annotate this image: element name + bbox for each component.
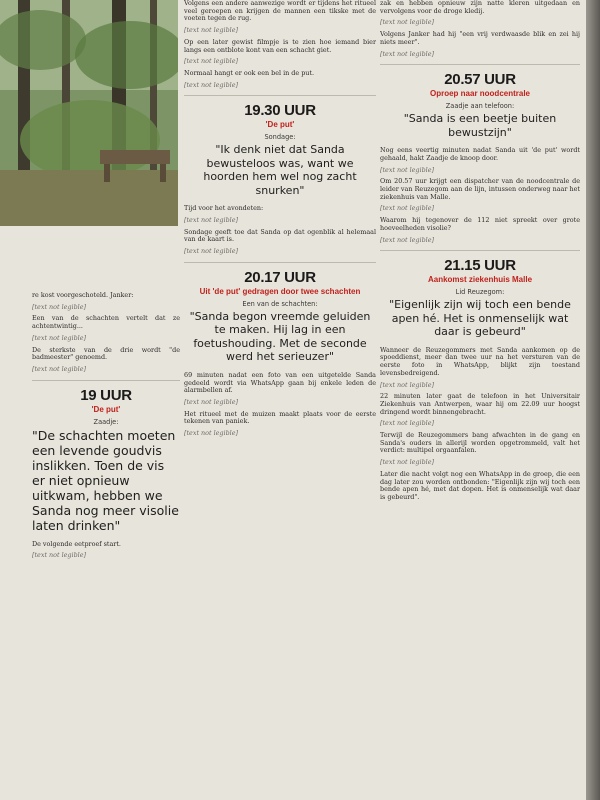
column-3-paragraph-2: Volgens Janker had hij "een vrij verdwaasde blik en zei hij niets meer". <box>380 30 580 46</box>
column-3: zak en hebben opnieuw zijn natte kleren uitgedaan en vervolgens voor de droge kledij. [text not legible] Volgens Janker had hij "een vrij verdwaasde blik en zei hij niets meer". [text not legible] 20.57 UUR Oproep naar noodcentrale Zaadje aan telefoon: "Sanda is een beetje buiten bewustzijn" Nog eens veertig minuten nadat Sanda uit 'de put' wordt gehaald, hakt Zaadje de knoop door. [text not legible] Om 20.57 uur krijgt een dispatcher van de noodcentrale de leider van Reuzegom aan de lijn, intussen onderweg naar het ziekenhuis van Malle. [text not legible] Waarom hij tegenover de 112 niet spreekt over grote hoeveelheden visolie? [text not legible] 21.15 UUR Aankomst ziekenhuis Malle Lid Reuzegom: "Eigenlijk zijn wij toch een bende apen hé. Het is onmenselijk wat daar is gebeurd" Wanneer de Reuzegommers met Sanda aankomen op de spoeddienst, meer dan twee uur na het versturen van de eerste foto in WhatsApp, blijkt zijn toestand levensbedreigend. [text not legible] 22 minuten later gaat de telefoon in het Universitair Ziekenhuis van Antwerpen, waar hij om 22.09 uur hoogst dringend wordt binnengebracht. [text not legible] Terwijl de Reuzegommers bang afwachten in de gang en Sanda's ouders in allerijl worden opgetrommeld, valt het verdict: multipel orgaanfalen. [text not legible] Later die nacht volgt nog een WhatsApp in de groep, die een dag later zou worden ontbonden: "Eigenlijk zijn wij toch een bende apen hé, met dat dopen. Het is onmenselijk wat daar is gebeurd". <box>380 0 580 501</box>
speaker-sondage: Sondage: <box>264 133 296 142</box>
forest-photo-illustration <box>0 0 178 226</box>
section-subtitle-19: 'De put' <box>91 404 121 414</box>
pull-quote-19: "De schachten moeten een levende goudvis inslikken. Toen de vis er niet opnieuw uitkwam, hebben we Sanda nog meer visolie laten drinken" <box>32 427 179 533</box>
page-edge-shadow <box>586 0 600 800</box>
column-3-paragraph-1: zak en hebben opnieuw zijn natte kleren uitgedaan en vervolgens voor de droge kledij. <box>380 0 580 15</box>
column-3-paragraph-8: Terwijl de Reuzegommers bang afwachten in de gang en Sanda's ouders in allerijl worden opgetrommeld, valt het verdict: multipel orgaanfalen. <box>380 431 580 455</box>
column-3-paragraph-4: Om 20.57 uur krijgt een dispatcher van de noodcentrale de leider van Reuzegom aan de lijn, intussen onderweg naar het ziekenhuis van Malle. <box>380 177 580 201</box>
column-2: Volgens een andere aanwezige wordt er tijdens het ritueel veel geroepen en krijgen de mannen een tikske met de voeten tegen de rug. [text not legible] Op een later gewist filmpje is te zien hoe iemand bier langs een ontblote kont van een schacht giet. [text not legible] Normaal hangt er ook een bel in de put. [text not legible] 19.30 UUR 'De put' Sondage: "Ik denk niet dat Sanda bewusteloos was, want we hoorden hem wel nog zacht snurken" Tijd voor het avondeten: [text not legible] Sondage geeft toe dat Sanda op dat ogenblik al helemaal van de kaart is. [text not legible] 20.17 UUR Uit 'de put' gedragen door twee schachten Een van de schachten: "Sanda begon vreemde geluiden te maken. Hij lag in een foetushouding. Met de seconde werd het serieuzer" 69 minuten nadat een foto van een uitgetelde Sanda gedeeld wordt via WhatsApp gaan bij enkele leden de alarmbellen af. [text not legible] Het ritueel met de muizen maakt plaats voor de eerste tekenen van paniek. [text not legible] <box>184 0 376 438</box>
pull-quote-2115: "Eigenlijk zijn wij toch een bende apen hé. Het is onmenselijk wat daar is gebeurd" <box>389 298 571 339</box>
column-3-paragraph-9: Later die nacht volgt nog een WhatsApp in de groep, die een dag later zou worden ontbonden: "Eigenlijk zijn wij toch een bende apen hé, met dat dopen. Het is onmenselijk wat daar is gebeurd". <box>380 469 580 501</box>
pull-quote-1930: "Ik denk niet dat Sanda bewusteloos was, want we hoorden hem wel nog zacht snurken" <box>203 143 357 197</box>
column-1-lead-text: re kost voorgeschoteld. Janker: <box>32 291 134 299</box>
column-2-paragraph-5: Sondage geeft toe dat Sanda op dat ogenblik al helemaal van de kaart is. <box>184 227 376 244</box>
column-2-paragraph-3: Normaal hangt er ook een bel in de put. <box>184 68 315 77</box>
section-time-1930: 19.30 UUR <box>244 102 316 120</box>
column-2-paragraph-7: Het ritueel met de muizen maakt plaats voor de eerste tekenen van paniek. <box>184 409 376 426</box>
section-time-2017: 20.17 UUR <box>244 268 316 286</box>
pull-quote-2057: "Sanda is een beetje buiten bewustzijn" <box>403 112 557 139</box>
column-1-paragraph-2: Een van de schachten vertelt dat ze achtentwintig... <box>32 314 180 331</box>
column-2-paragraph-4: Tijd voor het avondeten: <box>184 204 264 213</box>
column-1-paragraph-3: De sterkste van de drie wordt "de badmeester" genoemd. <box>32 345 180 362</box>
divider <box>184 95 376 96</box>
section-subtitle-2017: Uit 'de put' gedragen door twee schachten <box>199 286 361 296</box>
section-time-2057: 20.57 UUR <box>444 71 516 89</box>
section-time-2115: 21.15 UUR <box>444 257 516 275</box>
column-2-paragraph-6: 69 minuten nadat een foto van een uitgetelde Sanda gedeeld wordt via WhatsApp gaan bij enkele leden de alarmbellen af. <box>184 370 376 395</box>
speaker-zaadje: Zaadje: <box>93 417 119 426</box>
divider <box>380 64 580 65</box>
section-subtitle-1930: 'De put' <box>265 120 295 130</box>
speaker-zaadje-telefoon: Zaadje aan telefoon: <box>445 102 515 111</box>
column-1: re kost voorgeschoteld. Janker: [text not legible] Een van de schachten vertelt dat ze achtentwintig... [text not legible] De sterkste van de drie wordt "de badmeester" genoemd. [text not legible] 19 UUR 'De put' Zaadje: "De schachten moeten een levende goudvis inslikken. Toen de vis er niet opnieuw uitkwam, hebben we Sanda nog meer visolie laten drinken" De volgende eetproef start. [text not legible] <box>32 291 180 560</box>
section-time-19: 19 UUR <box>80 386 132 404</box>
column-3-paragraph-3: Nog eens veertig minuten nadat Sanda uit 'de put' wordt gehaald, hakt Zaadje de knoop door. <box>380 146 580 162</box>
column-3-paragraph-5: Waarom hij tegenover de 112 niet spreekt over grote hoeveelheden visolie? <box>380 216 580 232</box>
forest-photo <box>0 0 178 226</box>
divider <box>32 380 180 381</box>
column-1-paragraph-4: De volgende eetproef start. <box>32 539 121 548</box>
divider <box>184 262 376 263</box>
section-subtitle-2115: Aankomst ziekenhuis Malle <box>427 275 533 285</box>
speaker-schacht: Een van de schachten: <box>242 299 318 308</box>
column-3-paragraph-7: 22 minuten later gaat de telefoon in het Universitair Ziekenhuis van Antwerpen, waar hij om 22.09 uur hoogst dringend wordt binnengebracht. <box>380 392 580 416</box>
column-3-paragraph-6: Wanneer de Reuzegommers met Sanda aankomen op de spoeddienst, meer dan twee uur na het versturen van de eerste foto in WhatsApp, blijkt zijn toestand levensbedreigend. <box>380 345 580 377</box>
divider <box>380 250 580 251</box>
column-2-paragraph-1: Volgens een andere aanwezige wordt er tijdens het ritueel veel geroepen en krijgen de mannen een tikske met de voeten tegen de rug. <box>184 0 376 23</box>
speaker-lid-reuzegom: Lid Reuzegom: <box>455 288 505 297</box>
column-2-paragraph-2: Op een later gewist filmpje is te zien hoe iemand bier langs een ontblote kont van een schacht giet. <box>184 37 376 54</box>
section-subtitle-2057: Oproep naar noodcentrale <box>429 89 531 99</box>
pull-quote-2017: "Sanda begon vreemde geluiden te maken. Hij lag in een foetushouding. Met de seconde werd het serieuzer" <box>189 309 371 364</box>
